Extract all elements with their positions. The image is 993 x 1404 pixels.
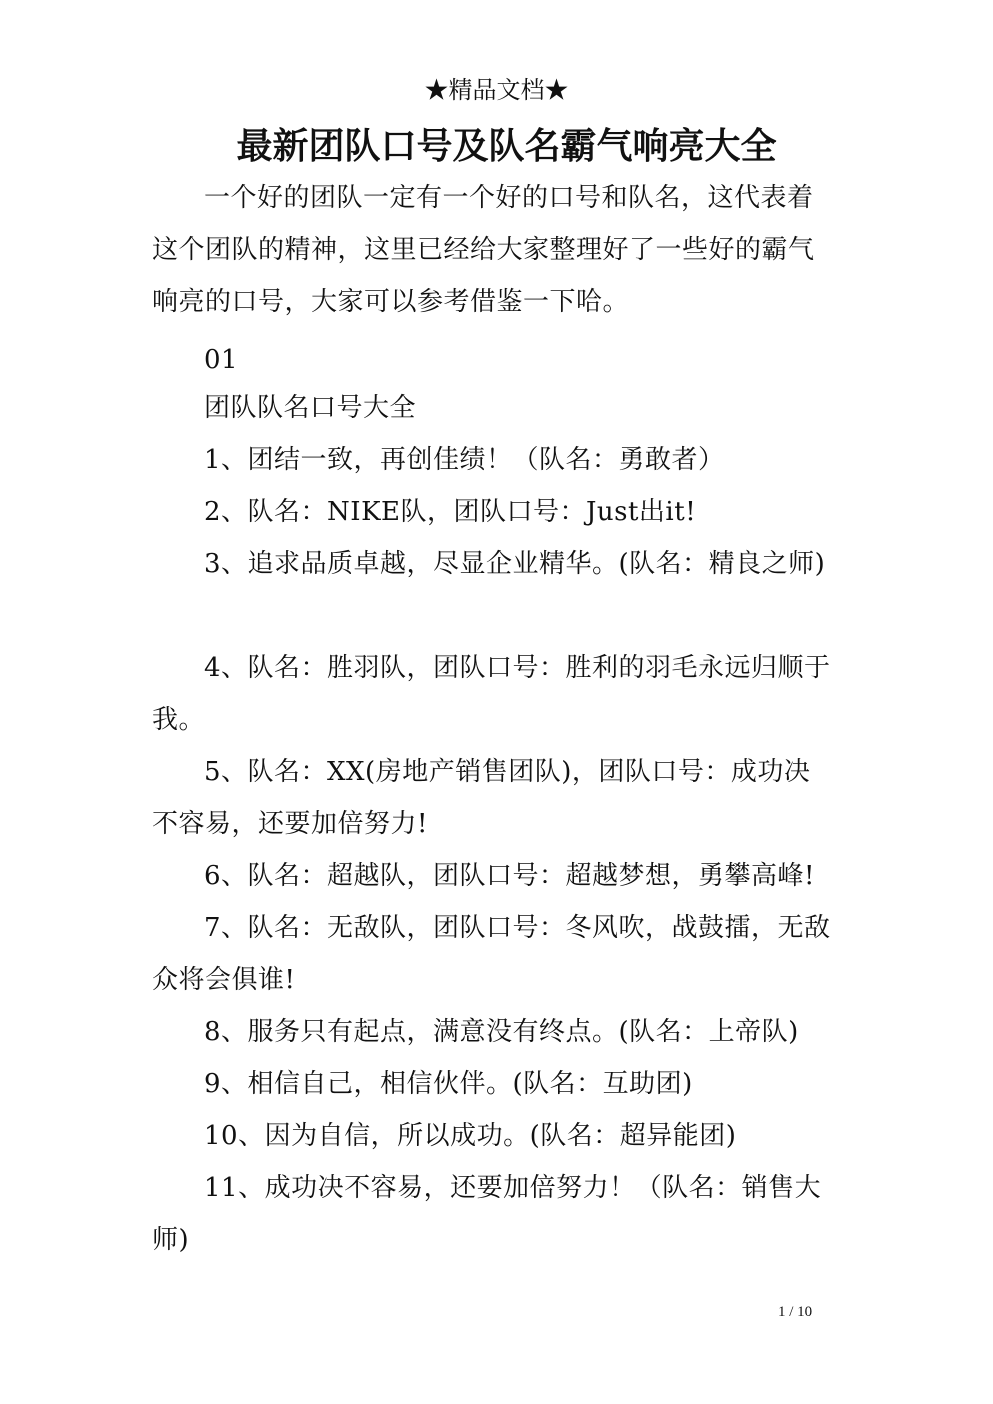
intro-line: 响亮的口号，大家可以参考借鉴一下哈。 — [152, 287, 630, 317]
list-item: 7、队名：无敌队，团队口号：冬风吹，战鼓擂，无敌 — [204, 913, 831, 943]
list-item: 9、相信自己，相信伙伴。(队名：互助团) — [204, 1069, 693, 1099]
section-number: 01 — [204, 345, 239, 375]
list-item: 4、队名：胜羽队，团队口号：胜利的羽毛永远归顺于 — [204, 653, 831, 683]
list-item-continuation: 不容易，还要加倍努力! — [152, 809, 428, 839]
list-item: 6、队名：超越队，团队口号：超越梦想，勇攀高峰! — [204, 861, 815, 891]
list-item: 8、服务只有起点，满意没有终点。(队名：上帝队) — [204, 1017, 799, 1047]
list-item: 10、因为自信，所以成功。(队名：超异能团) — [204, 1121, 737, 1151]
intro-line: 一个好的团队一定有一个好的口号和队名，这代表着 — [204, 183, 814, 213]
list-item-continuation: 我。 — [152, 705, 206, 735]
list-item: 11、成功决不容易，还要加倍努力！（队名：销售大 — [204, 1173, 822, 1203]
section-heading: 团队队名口号大全 — [204, 393, 417, 423]
list-item: 5、队名：XX(房地产销售团队)，团队口号：成功决 — [204, 757, 811, 787]
list-item-continuation: 师) — [152, 1225, 190, 1255]
quality-banner: ★精品文档★ — [424, 76, 569, 104]
list-item: 2、队名：NIKE队，团队口号：Just出it! — [204, 497, 697, 527]
document-title: 最新团队口号及队名霸气响亮大全 — [236, 125, 777, 167]
intro-line: 这个团队的精神，这里已经给大家整理好了一些好的霸气 — [152, 235, 815, 265]
page-indicator: 1 / 10 — [778, 1304, 813, 1320]
list-item: 3、追求品质卓越，尽显企业精华。(队名：精良之师) — [204, 549, 826, 579]
list-item-continuation: 众将会俱谁! — [152, 965, 296, 995]
list-item: 1、团结一致，再创佳绩！（队名：勇敢者） — [204, 445, 725, 475]
